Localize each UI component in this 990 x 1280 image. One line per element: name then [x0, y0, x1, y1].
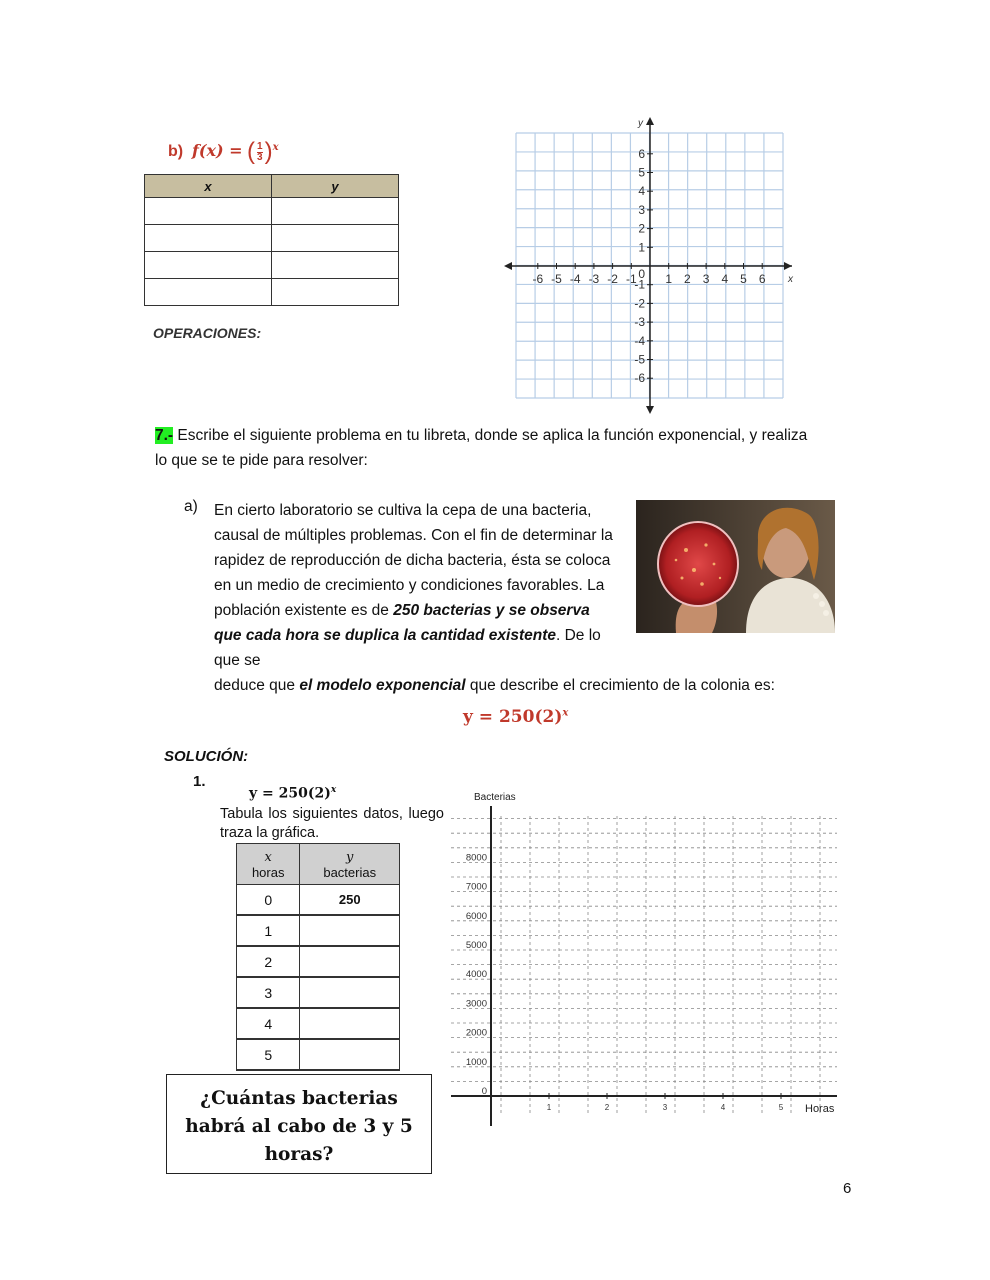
hours-cell: 5: [237, 1039, 300, 1070]
question-box: ¿Cuántas bacterias habrá al cabo de 3 y 5 horas?: [166, 1074, 432, 1174]
y-tick-label: 8000: [465, 852, 487, 864]
x-tick-label: 1: [665, 272, 673, 286]
y-axis-arrow: [646, 117, 654, 125]
x-axis-label: Horas: [805, 1103, 835, 1115]
solution-step-number: 1.: [193, 773, 206, 790]
table-row: [237, 915, 400, 946]
y-tick-label: 2000: [465, 1027, 487, 1039]
y-axis-arrow: [646, 406, 654, 414]
table-row: [145, 225, 399, 252]
y-tick-label: 3000: [465, 998, 487, 1010]
table-cell[interactable]: [145, 225, 272, 252]
solution-instructions: Tabula los siguientes datos, luego traza la gráfica.: [220, 806, 444, 841]
x-tick-label: 2: [684, 272, 691, 286]
origin-label: 0: [638, 267, 645, 281]
hours-cell: 4: [237, 1008, 300, 1039]
x-tick-label: -5: [551, 272, 562, 286]
y-tick-label: 6: [638, 146, 645, 161]
x-tick-label: 3: [662, 1103, 668, 1112]
y-tick-label: 5000: [465, 940, 487, 951]
y-tick-label: -4: [634, 333, 645, 348]
hours-cell: 2: [237, 946, 300, 977]
y-tick-label: 6000: [465, 910, 487, 922]
x-header: x: [145, 175, 272, 198]
part-b-letter: b): [168, 143, 184, 161]
y-tick-label: 1000: [465, 1056, 487, 1068]
table-cell[interactable]: [272, 279, 399, 306]
table-row: [237, 885, 400, 916]
x-tick-label: 3: [702, 272, 710, 286]
y-tick-label: 0: [481, 1086, 487, 1097]
y-tick-label: 5: [638, 165, 645, 180]
x-tick-label: 5: [778, 1103, 784, 1112]
solution-equation: $y = 250(2)^x$: [249, 785, 337, 802]
problem-number: 7.-: [155, 427, 174, 444]
bacteria-cell: 250: [300, 885, 400, 916]
x-tick-label: 4: [720, 1103, 726, 1112]
table-row: [145, 252, 399, 279]
bacteria-header: y bacterias: [300, 844, 400, 885]
bacteria-cell[interactable]: [300, 977, 400, 1008]
x-tick-label: 1: [546, 1103, 552, 1112]
y-tick-label: 4: [638, 184, 645, 199]
x-tick-label: -2: [607, 272, 618, 286]
y-tick-label: -6: [634, 371, 645, 386]
problem-7-intro: [155, 423, 815, 473]
x-tick-label: -3: [588, 272, 600, 286]
x-tick-label: 4: [721, 272, 729, 286]
x-tick-label: -1: [625, 272, 637, 286]
bacteria-cell[interactable]: [300, 1008, 400, 1039]
table-cell[interactable]: [145, 198, 272, 225]
hours-cell: 1: [237, 915, 300, 946]
function-lhs: f(x) =: [192, 141, 243, 161]
table-cell[interactable]: [272, 252, 399, 279]
table-row: [145, 198, 399, 225]
y-tick-label: -1: [634, 277, 645, 292]
y-header: y: [272, 175, 399, 198]
bacteria-cell[interactable]: [300, 946, 400, 977]
scientist-petri-dish-photo: [636, 500, 835, 633]
table-row: [237, 1008, 400, 1039]
x-tick-label: 5: [740, 272, 747, 286]
solution-heading: SOLUCIÓN:: [164, 748, 249, 765]
key-fact: 250 bacterias y se observa que cada hora se duplica la cantidad existente: [214, 602, 590, 644]
bacteria-cell[interactable]: [300, 1039, 400, 1070]
table-cell[interactable]: [145, 252, 272, 279]
y-tick-label: 1: [638, 240, 645, 255]
page-number: 6: [843, 1180, 852, 1197]
table-cell[interactable]: [145, 279, 272, 306]
exponent: x: [272, 141, 279, 153]
hours-header: x horas: [237, 844, 300, 885]
x-axis-label: x: [788, 274, 793, 285]
table-row: [145, 279, 399, 306]
x-tick-label: 2: [604, 1103, 610, 1112]
y-axis-label: Bacterias: [474, 792, 516, 803]
problem-intro-text: Escribe el siguiente problema en tu libreta, donde se aplica la función exponencial, y realiza lo que se te pide para resolver:: [155, 427, 808, 469]
y-tick-label: 2: [638, 221, 645, 236]
y-tick-label: -3: [634, 315, 645, 330]
x-axis-arrow: [504, 262, 512, 270]
problem-statement: En cierto laboratorio se cultiva la cepa de una bacteria, causal de múltiples problemas. Con el fin de determinar la rapidez de reproducción de dicha bacteria, ésta se coloca en un medio de crecimiento y condiciones favorables. La población existente es de 250 bacterias y se observa que cada hora se duplica la cantidad existente. De lo que se: [214, 502, 613, 669]
x-tick-label: 6: [758, 272, 766, 286]
y-tick-label: -5: [634, 352, 645, 367]
table-row: [237, 1039, 400, 1070]
exponential-model: $y = 250(2)^x$: [463, 707, 569, 727]
x-axis-arrow: [784, 262, 792, 270]
table-row: [237, 946, 400, 977]
operations-label: OPERACIONES:: [153, 325, 262, 341]
item-letter: a): [184, 498, 198, 515]
table-cell[interactable]: [272, 198, 399, 225]
y-axis-label: y: [638, 118, 643, 129]
hours-cell: 3: [237, 977, 300, 1008]
y-tick-label: -2: [634, 296, 645, 311]
problem-statement-end: deduce que el modelo exponencial que describe el crecimiento de la colonia es:: [214, 677, 775, 694]
y-tick-label: 4000: [465, 969, 487, 981]
y-tick-label: 7000: [465, 881, 487, 893]
bacteria-cell[interactable]: [300, 915, 400, 946]
y-tick-label: 3: [638, 202, 645, 217]
hours-cell: 0: [237, 885, 300, 916]
bacteria-growth-chart: [445, 786, 845, 1131]
table-row: [237, 977, 400, 1008]
x-tick-label: -6: [532, 272, 544, 286]
xy-value-table: [144, 174, 399, 306]
part-b-function: b) f(x) = ( $\frac{1}{3}$ )$^x$: [168, 138, 279, 165]
x-tick-label: -4: [569, 272, 581, 286]
bacteria-table: [236, 843, 400, 1071]
table-cell[interactable]: [272, 225, 399, 252]
cartesian-plane: [500, 115, 800, 415]
fraction: $\frac{1}{3}$: [257, 140, 263, 163]
